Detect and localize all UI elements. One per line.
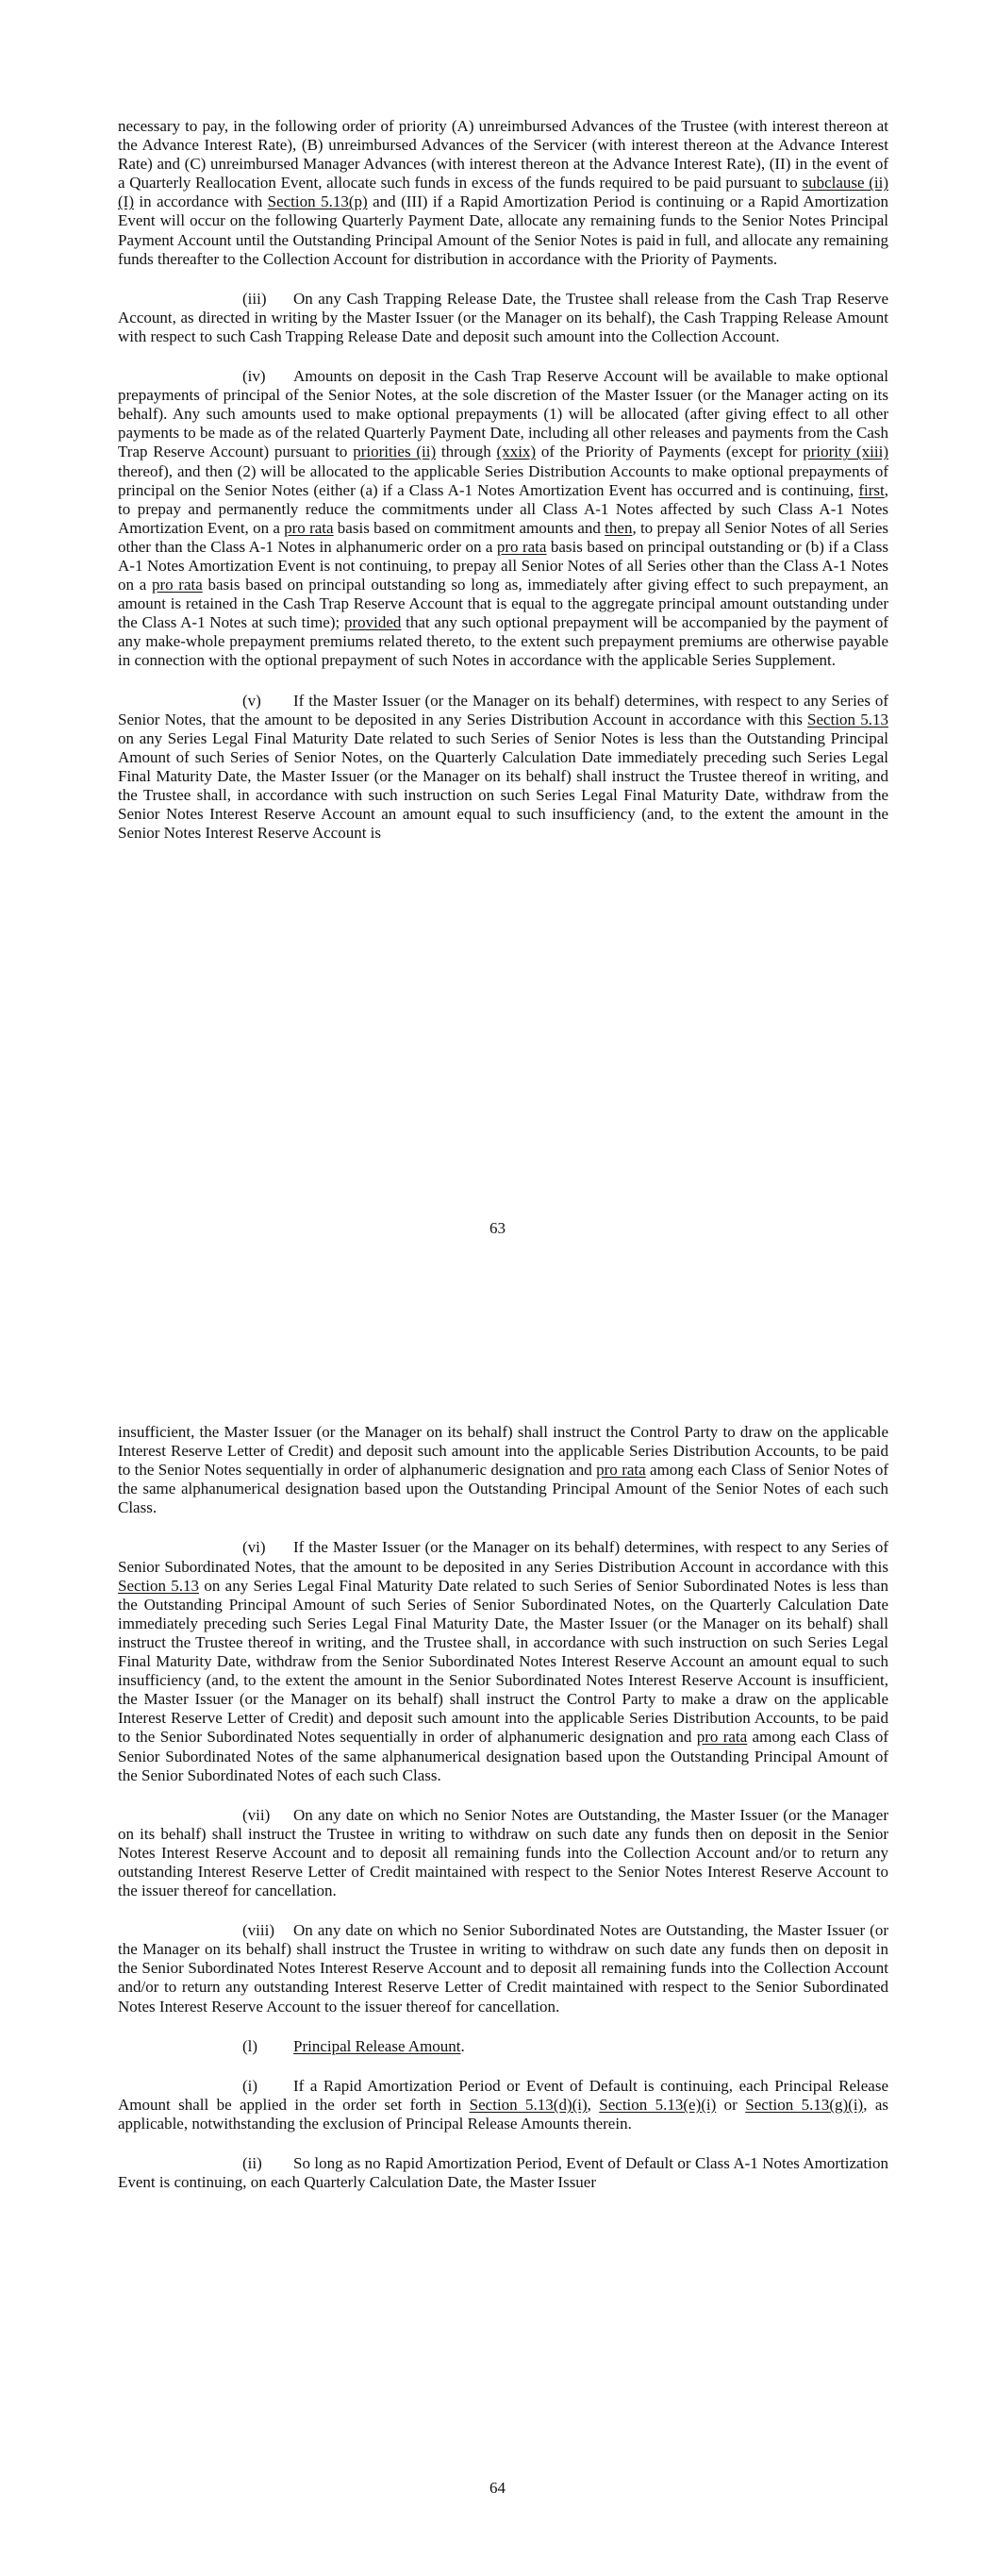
- section-title: Principal Release Amount: [293, 2036, 461, 2055]
- clause-number: (i): [242, 2076, 258, 2095]
- clause-number: (v): [242, 691, 261, 710]
- paragraph-vii: (vii) On any date on which no Senior Notes are Outstanding, the Master Issuer (or the Manager on its behalf) shall instruct the Trustee in writing to withdraw on such date any funds then on deposit in the Senior Notes Interest Reserve Account and to deposit all remaining funds into the Collection Account and/or to return any outstanding Interest Reserve Letter of Credit maintained with respect to the Senior Notes Interest Reserve Account to the issuer thereof for cancellation.: [118, 1805, 888, 1900]
- emphasis: pro rata: [496, 537, 547, 556]
- cross-reference: Section 5.13(p): [267, 192, 368, 211]
- page-63-body: [118, 117, 888, 863]
- emphasis: pro rata: [284, 518, 334, 537]
- paragraph-iv: (iv) Amounts on deposit in the Cash Trap Reserve Account will be available to make optional prepayments of principal of the Senior Notes, at the sole discretion of the Master Issuer (or the Manager acting on its behalf). Any such amounts used to make optional prepayments (1) will be allocated (after giving effect to all other payments to be made as of the related Quarterly Payment Date, including all other releases and payments from the Cash Trap Reserve Account) pursuant to priorities (ii) through (xxix) of the Priority of Payments (except for priority (xiii) thereof), and then (2) will be allocated to the applicable Series Distribution Accounts to make optional prepayments of principal on the Senior Notes (either (a) if a Class A-1 Notes Amortization Event has occurred and is continuing, first, to prepay and permanently reduce the commitments under all Class A-1 Notes affected by such Class A-1 Notes Amortization Event, on a pro rata basis based on commitment amounts and then, to prepay all Senior Notes of all Series other than the Class A-1 Notes in alphanumeric order on a pro rata basis based on principal outstanding or (b) if a Class A-1 Notes Amortization Event is not continuing, to prepay all Senior Notes of all Series other than the Class A-1 Notes on a pro rata basis based on principal outstanding so long as, immediately after giving effect to such prepayment, an amount is retained in the Cash Trap Reserve Account that is equal to the aggregate principal amount outstanding under the Class A-1 Notes at such time); provided that any such optional prepayment will be accompanied by the payment of any make-whole prepayment premiums related thereto, to the extent such prepayment premiums are otherwise payable in connection with the optional prepayment of such Notes in accordance with the applicable Series Supplement.: [118, 367, 889, 670]
- section-heading-l: (l) Principal Release Amount.: [242, 2036, 465, 2055]
- cross-reference: subclause (ii)(I): [118, 174, 889, 211]
- paragraph-viii: (viii) On any date on which no Senior Subordinated Notes are Outstanding, the Master Issuer (or the Manager on its behalf) shall instruct the Trustee in writing to withdraw on such date any funds then on deposit in the Senior Subordinated Notes Interest Reserve Account and to deposit all remaining funds into the Collection Account and/or to return any outstanding Interest Reserve Letter of Credit maintained with respect to the Senior Subordinated Notes Interest Reserve Account to the issuer thereof for cancellation.: [118, 1921, 888, 2016]
- paragraph-l-ii: (ii) So long as no Rapid Amortization Period, Event of Default or Class A-1 Notes Amortization Event is continuing, on each Quarterly Calculation Date, the Master Issuer: [118, 2154, 888, 2192]
- emphasis: pro rata: [596, 1461, 646, 1480]
- cross-reference: priorities (ii): [353, 443, 437, 461]
- page-64-body: [118, 1423, 888, 2213]
- cross-reference: Section 5.13: [118, 1576, 200, 1595]
- cross-reference: priority (xiii): [803, 443, 889, 461]
- cross-reference: Section 5.13(d)(i): [469, 2095, 588, 2114]
- emphasis: pro rata: [151, 576, 203, 594]
- clause-number: (ii): [242, 2154, 262, 2172]
- cross-reference: Section 5.13: [807, 710, 888, 728]
- page-number: 64: [489, 2479, 506, 2497]
- emphasis: first: [858, 480, 885, 499]
- paragraph-v: (v) If the Master Issuer (or the Manager on its behalf) determines, with respect to any Series of Senior Notes, that the amount to be deposited in any Series Distribution Account in accordance with this Section 5.13 on any Series Legal Final Maturity Date related to such Series of Senior Notes is less than the Outstanding Principal Amount of such Series of Senior Notes, on the Quarterly Calculation Date immediately preceding such Series Legal Final Maturity Date, the Master Issuer (or the Manager on its behalf) shall instruct the Trustee thereof in writing, and the Trustee shall, in accordance with such instruction on such Series Legal Final Maturity Date, withdraw from the Senior Notes Interest Reserve Account an amount equal to such insufficiency (and, to the extent the amount in the Senior Notes Interest Reserve Account is: [118, 691, 888, 843]
- cross-reference: Section 5.13(e)(i): [599, 2095, 717, 2114]
- paragraph-vi: (vi) If the Master Issuer (or the Manager on its behalf) determines, with respect to any Series of Senior Subordinated Notes, that the amount to be deposited in any Series Distribution Account in accordance with this Section 5.13 on any Series Legal Final Maturity Date related to such Series of Senior Subordinated Notes is less than the Outstanding Principal Amount of such Series of Senior Subordinated Notes, on the Quarterly Calculation Date immediately preceding such Series Legal Final Maturity Date, the Master Issuer (or the Manager on its behalf) shall instruct the Trustee thereof in writing, and the Trustee shall, in accordance with such instruction on such Series Legal Final Maturity Date, withdraw from the Senior Subordinated Notes Interest Reserve Account an amount equal to such insufficiency (and, to the extent the amount in the Senior Subordinated Notes Interest Reserve Account is insufficient, the Master Issuer (or the Manager on its behalf) shall instruct the Control Party to make a draw on the applicable Interest Reserve Letter of Credit) and deposit such amount into the applicable Series Distribution Accounts, to be paid to the Senior Subordinated Notes sequentially in order of alphanumeric designation and pro rata among each Class of Senior Subordinated Notes of the same alphanumerical designation based upon the Outstanding Principal Amount of the Senior Subordinated Notes of each such Class.: [118, 1538, 889, 1784]
- emphasis: then: [605, 518, 633, 537]
- clause-number: (iv): [242, 367, 266, 386]
- paragraph-continuation: insufficient, the Master Issuer (or the Manager on its behalf) shall instruct the Control Party to draw on the applicable Interest Reserve Letter of Credit) and deposit such amount into the applicable Series Distribution Accounts, to be paid to the Senior Notes sequentially in order of alphanumeric designation and pro rata among each Class of Senior Notes of the same alphanumerical designation based upon the Outstanding Principal Amount of the Senior Notes of each such Class.: [118, 1423, 888, 1517]
- page-number: 63: [489, 1219, 506, 1237]
- document-page-64: [0, 1288, 995, 2576]
- clause-number: (vi): [242, 1538, 266, 1557]
- clause-number: (vii): [242, 1805, 271, 1824]
- paragraph-iii: (iii) On any Cash Trapping Release Date, the Trustee shall release from the Cash Trap Reserve Account, as directed in writing by the Master Issuer (or the Manager on its behalf), the Cash Trapping Release Amount with respect to such Cash Trapping Release Date and deposit such amount into the Collection Account.: [118, 289, 888, 345]
- clause-number: (iii): [242, 289, 267, 308]
- emphasis: provided: [343, 613, 402, 632]
- paragraph-l-i: (i) If a Rapid Amortization Period or Event of Default is continuing, each Principal Release Amount shall be applied in the order set forth in Section 5.13(d)(i), Section 5.13(e)(i) or Section 5.13(g)(i), as applicable, notwithstanding the exclusion of Principal Release Amounts therein.: [118, 2076, 889, 2133]
- paragraph-continuation: necessary to pay, in the following order of priority (A) unreimbursed Advances of the Trustee (with interest thereon at the Advance Interest Rate), (B) unreimbursed Advances of the Servicer (with interest thereon at the Advance Interest Rate) and (C) unreimbursed Manager Advances (with interest thereon at the Advance Interest Rate), (II) in the event of a Quarterly Reallocation Event, allocate such funds in excess of the funds required to be paid pursuant to subclause (ii)(I) in accordance with Section 5.13(p) and (III) if a Rapid Amortization Period is continuing or a Rapid Amortization Event will occur on the following Quarterly Payment Date, allocate any remaining funds to the Senior Notes Principal Payment Account until the Outstanding Principal Amount of the Senior Notes is paid in full, and allocate any remaining funds thereafter to the Collection Account for distribution in accordance with the Priority of Payments.: [118, 117, 889, 268]
- emphasis: pro rata: [696, 1728, 748, 1747]
- clause-number: (viii): [242, 1921, 274, 1940]
- cross-reference: Section 5.13(g)(i): [745, 2095, 864, 2114]
- clause-number: (l): [242, 2036, 258, 2055]
- cross-reference: (xxix): [496, 443, 537, 461]
